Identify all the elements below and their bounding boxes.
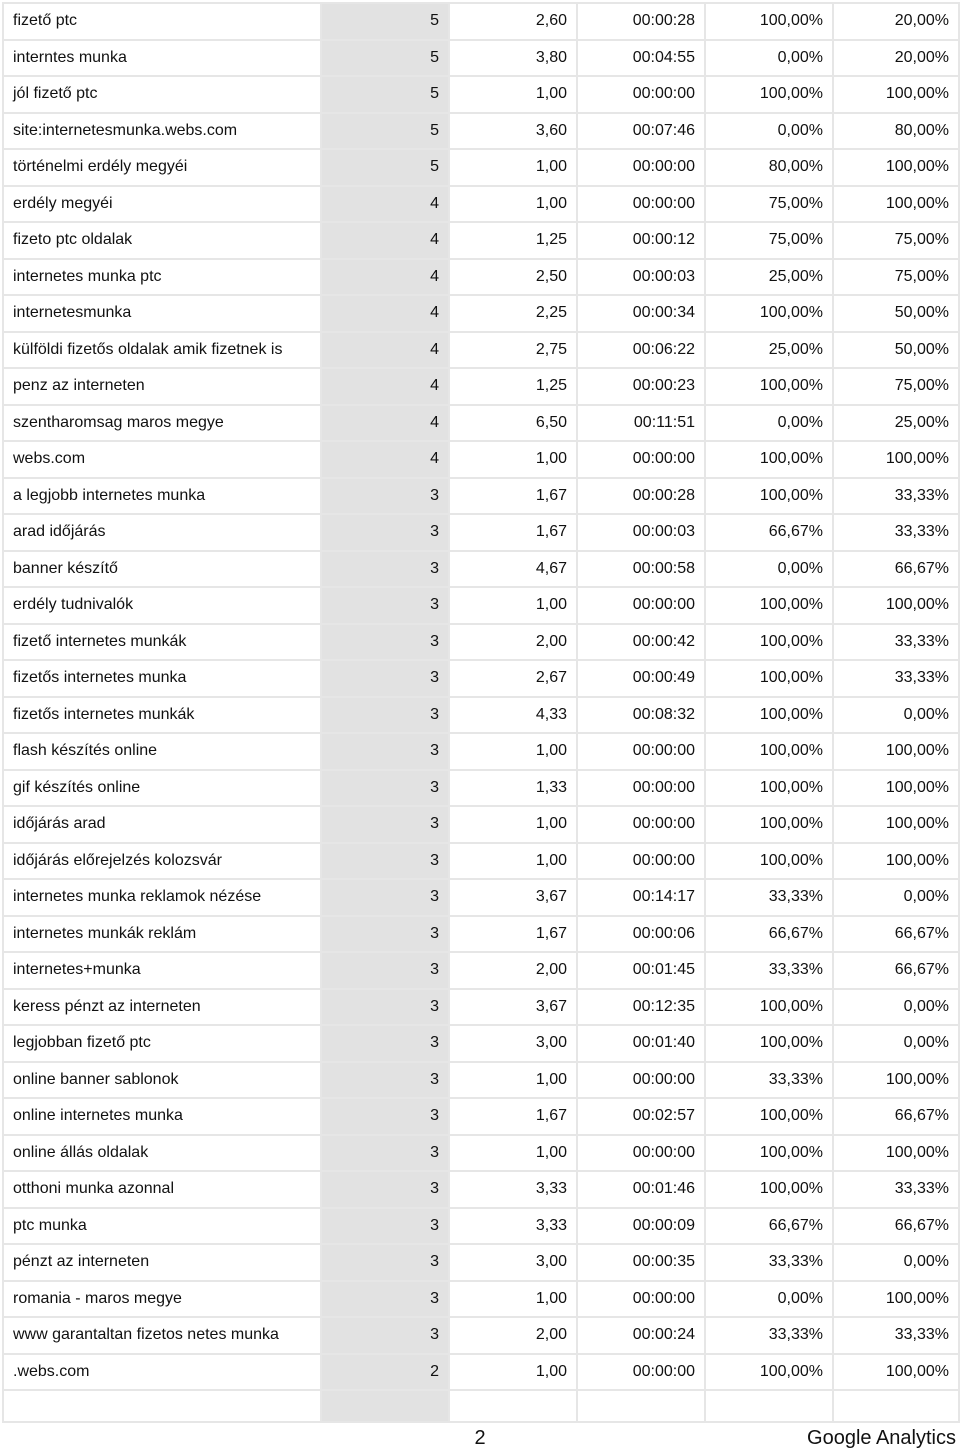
visits-cell: 3 bbox=[321, 1098, 449, 1135]
bounce-rate-cell: 33,33% bbox=[833, 1317, 959, 1354]
bounce-rate-cell: 100,00% bbox=[833, 843, 959, 880]
table-row bbox=[3, 368, 959, 405]
avg-time-cell: 00:00:12 bbox=[577, 222, 705, 259]
bounce-rate-cell: 50,00% bbox=[833, 332, 959, 369]
keyword-cell: erdély megyéi bbox=[3, 186, 321, 223]
bounce-rate-cell: 100,00% bbox=[833, 806, 959, 843]
page-number: 2 bbox=[474, 1427, 486, 1449]
table-row bbox=[3, 697, 959, 734]
avg-time-cell: 00:00:35 bbox=[577, 1244, 705, 1281]
bounce-rate-cell: 0,00% bbox=[833, 1025, 959, 1062]
table-row bbox=[3, 295, 959, 332]
visits-cell: 4 bbox=[321, 186, 449, 223]
avg-time-cell: 00:00:09 bbox=[577, 1208, 705, 1245]
pages-per-visit-cell: 1,00 bbox=[449, 733, 577, 770]
pages-per-visit-cell: 1,00 bbox=[449, 587, 577, 624]
new-visits-cell: 100,00% bbox=[705, 478, 833, 515]
bounce-rate-cell: 100,00% bbox=[833, 1062, 959, 1099]
keyword-table bbox=[2, 2, 960, 1423]
keyword-cell: időjárás előrejelzés kolozsvár bbox=[3, 843, 321, 880]
avg-time-cell: 00:00:34 bbox=[577, 295, 705, 332]
empty-cell bbox=[833, 1390, 959, 1422]
new-visits-cell: 100,00% bbox=[705, 1354, 833, 1391]
pages-per-visit-cell: 1,00 bbox=[449, 1281, 577, 1318]
table-row bbox=[3, 1208, 959, 1245]
avg-time-cell: 00:11:51 bbox=[577, 405, 705, 442]
table-row bbox=[3, 405, 959, 442]
bounce-rate-cell: 66,67% bbox=[833, 916, 959, 953]
visits-cell: 2 bbox=[321, 1354, 449, 1391]
avg-time-cell: 00:00:00 bbox=[577, 149, 705, 186]
visits-cell: 5 bbox=[321, 40, 449, 77]
visits-cell: 3 bbox=[321, 916, 449, 953]
bounce-rate-cell: 80,00% bbox=[833, 113, 959, 150]
visits-cell: 3 bbox=[321, 478, 449, 515]
bounce-rate-cell: 100,00% bbox=[833, 1135, 959, 1172]
bounce-rate-cell: 66,67% bbox=[833, 952, 959, 989]
keyword-cell: keress pénzt az interneten bbox=[3, 989, 321, 1026]
pages-per-visit-cell: 6,50 bbox=[449, 405, 577, 442]
avg-time-cell: 00:00:00 bbox=[577, 806, 705, 843]
table-row bbox=[3, 660, 959, 697]
table-row bbox=[3, 1317, 959, 1354]
visits-cell: 3 bbox=[321, 1244, 449, 1281]
keyword-cell: online állás oldalak bbox=[3, 1135, 321, 1172]
avg-time-cell: 00:00:24 bbox=[577, 1317, 705, 1354]
new-visits-cell: 100,00% bbox=[705, 1171, 833, 1208]
avg-time-cell: 00:00:00 bbox=[577, 1135, 705, 1172]
new-visits-cell: 33,33% bbox=[705, 952, 833, 989]
new-visits-cell: 100,00% bbox=[705, 843, 833, 880]
keyword-cell: fizetős internetes munka bbox=[3, 660, 321, 697]
bounce-rate-cell: 66,67% bbox=[833, 1208, 959, 1245]
keyword-table-body bbox=[3, 3, 959, 1422]
bounce-rate-cell: 75,00% bbox=[833, 259, 959, 296]
table-row bbox=[3, 222, 959, 259]
table-row bbox=[3, 478, 959, 515]
new-visits-cell: 33,33% bbox=[705, 879, 833, 916]
visits-cell: 3 bbox=[321, 1281, 449, 1318]
visits-cell: 4 bbox=[321, 295, 449, 332]
visits-cell: 3 bbox=[321, 624, 449, 661]
pages-per-visit-cell: 1,67 bbox=[449, 916, 577, 953]
visits-cell: 4 bbox=[321, 259, 449, 296]
new-visits-cell: 33,33% bbox=[705, 1062, 833, 1099]
bounce-rate-cell: 33,33% bbox=[833, 660, 959, 697]
bounce-rate-cell: 66,67% bbox=[833, 551, 959, 588]
avg-time-cell: 00:00:03 bbox=[577, 514, 705, 551]
avg-time-cell: 00:08:32 bbox=[577, 697, 705, 734]
keyword-cell: történelmi erdély megyéi bbox=[3, 149, 321, 186]
pages-per-visit-cell: 1,00 bbox=[449, 843, 577, 880]
avg-time-cell: 00:00:00 bbox=[577, 441, 705, 478]
pages-per-visit-cell: 4,67 bbox=[449, 551, 577, 588]
new-visits-cell: 80,00% bbox=[705, 149, 833, 186]
empty-cell bbox=[577, 1390, 705, 1422]
bounce-rate-cell: 0,00% bbox=[833, 989, 959, 1026]
table-row bbox=[3, 806, 959, 843]
avg-time-cell: 00:01:46 bbox=[577, 1171, 705, 1208]
bounce-rate-cell: 100,00% bbox=[833, 587, 959, 624]
table-row bbox=[3, 1025, 959, 1062]
bounce-rate-cell: 20,00% bbox=[833, 40, 959, 77]
keyword-cell: site:internetesmunka.webs.com bbox=[3, 113, 321, 150]
empty-cell bbox=[3, 1390, 321, 1422]
table-row bbox=[3, 1244, 959, 1281]
avg-time-cell: 00:00:06 bbox=[577, 916, 705, 953]
new-visits-cell: 100,00% bbox=[705, 733, 833, 770]
keyword-cell: szentharomsag maros megye bbox=[3, 405, 321, 442]
keyword-cell: időjárás arad bbox=[3, 806, 321, 843]
pages-per-visit-cell: 2,75 bbox=[449, 332, 577, 369]
keyword-cell: online internetes munka bbox=[3, 1098, 321, 1135]
new-visits-cell: 66,67% bbox=[705, 1208, 833, 1245]
visits-cell: 4 bbox=[321, 332, 449, 369]
bounce-rate-cell: 100,00% bbox=[833, 76, 959, 113]
new-visits-cell: 100,00% bbox=[705, 76, 833, 113]
table-row bbox=[3, 587, 959, 624]
visits-cell: 3 bbox=[321, 1171, 449, 1208]
avg-time-cell: 00:06:22 bbox=[577, 332, 705, 369]
visits-cell: 3 bbox=[321, 952, 449, 989]
pages-per-visit-cell: 1,00 bbox=[449, 149, 577, 186]
new-visits-cell: 100,00% bbox=[705, 989, 833, 1026]
bounce-rate-cell: 100,00% bbox=[833, 1354, 959, 1391]
new-visits-cell: 100,00% bbox=[705, 295, 833, 332]
table-row bbox=[3, 1098, 959, 1135]
visits-cell: 4 bbox=[321, 441, 449, 478]
keyword-cell: otthoni munka azonnal bbox=[3, 1171, 321, 1208]
pages-per-visit-cell: 1,00 bbox=[449, 1354, 577, 1391]
visits-cell: 3 bbox=[321, 1317, 449, 1354]
new-visits-cell: 100,00% bbox=[705, 368, 833, 405]
visits-cell: 3 bbox=[321, 1062, 449, 1099]
pages-per-visit-cell: 2,00 bbox=[449, 624, 577, 661]
visits-cell: 3 bbox=[321, 1208, 449, 1245]
keyword-cell: legjobban fizető ptc bbox=[3, 1025, 321, 1062]
pages-per-visit-cell: 1,25 bbox=[449, 222, 577, 259]
pages-per-visit-cell: 1,00 bbox=[449, 806, 577, 843]
new-visits-cell: 100,00% bbox=[705, 806, 833, 843]
avg-time-cell: 00:00:28 bbox=[577, 3, 705, 40]
pages-per-visit-cell: 2,00 bbox=[449, 952, 577, 989]
avg-time-cell: 00:00:00 bbox=[577, 186, 705, 223]
keyword-cell: internetes munka ptc bbox=[3, 259, 321, 296]
keyword-cell: gif készítés online bbox=[3, 770, 321, 807]
bounce-rate-cell: 0,00% bbox=[833, 1244, 959, 1281]
bounce-rate-cell: 100,00% bbox=[833, 770, 959, 807]
keyword-cell: internetes munka reklamok nézése bbox=[3, 879, 321, 916]
new-visits-cell: 0,00% bbox=[705, 40, 833, 77]
visits-cell: 3 bbox=[321, 514, 449, 551]
pages-per-visit-cell: 1,33 bbox=[449, 770, 577, 807]
new-visits-cell: 100,00% bbox=[705, 624, 833, 661]
new-visits-cell: 66,67% bbox=[705, 514, 833, 551]
avg-time-cell: 00:00:58 bbox=[577, 551, 705, 588]
new-visits-cell: 25,00% bbox=[705, 332, 833, 369]
new-visits-cell: 25,00% bbox=[705, 259, 833, 296]
table-row bbox=[3, 1135, 959, 1172]
empty-cell bbox=[321, 1390, 449, 1422]
keyword-cell: fizető ptc bbox=[3, 3, 321, 40]
keyword-cell: jól fizető ptc bbox=[3, 76, 321, 113]
pages-per-visit-cell: 4,33 bbox=[449, 697, 577, 734]
visits-cell: 4 bbox=[321, 368, 449, 405]
new-visits-cell: 0,00% bbox=[705, 1281, 833, 1318]
avg-time-cell: 00:00:00 bbox=[577, 587, 705, 624]
avg-time-cell: 00:00:00 bbox=[577, 770, 705, 807]
empty-cell bbox=[705, 1390, 833, 1422]
keyword-cell: penz az interneten bbox=[3, 368, 321, 405]
keyword-table-container bbox=[2, 2, 958, 1423]
bounce-rate-cell: 100,00% bbox=[833, 441, 959, 478]
keyword-cell: interntes munka bbox=[3, 40, 321, 77]
table-row bbox=[3, 843, 959, 880]
bounce-rate-cell: 0,00% bbox=[833, 697, 959, 734]
pages-per-visit-cell: 1,00 bbox=[449, 76, 577, 113]
avg-time-cell: 00:02:57 bbox=[577, 1098, 705, 1135]
visits-cell: 3 bbox=[321, 733, 449, 770]
visits-cell: 3 bbox=[321, 551, 449, 588]
keyword-cell: fizető internetes munkák bbox=[3, 624, 321, 661]
visits-cell: 3 bbox=[321, 697, 449, 734]
avg-time-cell: 00:00:00 bbox=[577, 843, 705, 880]
keyword-cell: fizeto ptc oldalak bbox=[3, 222, 321, 259]
pages-per-visit-cell: 3,67 bbox=[449, 879, 577, 916]
avg-time-cell: 00:14:17 bbox=[577, 879, 705, 916]
bounce-rate-cell: 33,33% bbox=[833, 478, 959, 515]
pages-per-visit-cell: 3,80 bbox=[449, 40, 577, 77]
avg-time-cell: 00:12:35 bbox=[577, 989, 705, 1026]
keyword-cell: a legjobb internetes munka bbox=[3, 478, 321, 515]
new-visits-cell: 100,00% bbox=[705, 441, 833, 478]
bounce-rate-cell: 75,00% bbox=[833, 222, 959, 259]
visits-cell: 5 bbox=[321, 113, 449, 150]
keyword-cell: pénzt az interneten bbox=[3, 1244, 321, 1281]
avg-time-cell: 00:07:46 bbox=[577, 113, 705, 150]
pages-per-visit-cell: 3,33 bbox=[449, 1208, 577, 1245]
new-visits-cell: 100,00% bbox=[705, 1135, 833, 1172]
empty-cell bbox=[449, 1390, 577, 1422]
avg-time-cell: 00:04:55 bbox=[577, 40, 705, 77]
new-visits-cell: 75,00% bbox=[705, 222, 833, 259]
table-row bbox=[3, 149, 959, 186]
visits-cell: 3 bbox=[321, 843, 449, 880]
table-row bbox=[3, 551, 959, 588]
pages-per-visit-cell: 1,67 bbox=[449, 514, 577, 551]
pages-per-visit-cell: 2,50 bbox=[449, 259, 577, 296]
bounce-rate-cell: 100,00% bbox=[833, 186, 959, 223]
avg-time-cell: 00:00:00 bbox=[577, 1062, 705, 1099]
keyword-cell: .webs.com bbox=[3, 1354, 321, 1391]
keyword-cell: internetes+munka bbox=[3, 952, 321, 989]
visits-cell: 5 bbox=[321, 76, 449, 113]
avg-time-cell: 00:00:00 bbox=[577, 1281, 705, 1318]
visits-cell: 4 bbox=[321, 222, 449, 259]
keyword-cell: fizetős internetes munkák bbox=[3, 697, 321, 734]
footer-brand: Google Analytics bbox=[807, 1427, 956, 1449]
keyword-cell: internetesmunka bbox=[3, 295, 321, 332]
pages-per-visit-cell: 2,25 bbox=[449, 295, 577, 332]
new-visits-cell: 100,00% bbox=[705, 1025, 833, 1062]
pages-per-visit-cell: 1,00 bbox=[449, 441, 577, 478]
bounce-rate-cell: 100,00% bbox=[833, 733, 959, 770]
keyword-cell: flash készítés online bbox=[3, 733, 321, 770]
pages-per-visit-cell: 2,00 bbox=[449, 1317, 577, 1354]
pages-per-visit-cell: 2,60 bbox=[449, 3, 577, 40]
table-row bbox=[3, 76, 959, 113]
keyword-cell: külföldi fizetős oldalak amik fizetnek is bbox=[3, 332, 321, 369]
table-row bbox=[3, 624, 959, 661]
table-row bbox=[3, 1171, 959, 1208]
keyword-cell: banner készítő bbox=[3, 551, 321, 588]
table-row bbox=[3, 989, 959, 1026]
pages-per-visit-cell: 1,25 bbox=[449, 368, 577, 405]
visits-cell: 3 bbox=[321, 1135, 449, 1172]
table-row bbox=[3, 3, 959, 40]
pages-per-visit-cell: 3,00 bbox=[449, 1244, 577, 1281]
new-visits-cell: 100,00% bbox=[705, 697, 833, 734]
table-row bbox=[3, 733, 959, 770]
keyword-cell: ptc munka bbox=[3, 1208, 321, 1245]
table-row bbox=[3, 514, 959, 551]
visits-cell: 3 bbox=[321, 770, 449, 807]
table-row bbox=[3, 441, 959, 478]
avg-time-cell: 00:01:40 bbox=[577, 1025, 705, 1062]
table-row bbox=[3, 1354, 959, 1391]
new-visits-cell: 100,00% bbox=[705, 587, 833, 624]
bounce-rate-cell: 66,67% bbox=[833, 1098, 959, 1135]
new-visits-cell: 100,00% bbox=[705, 770, 833, 807]
visits-cell: 4 bbox=[321, 405, 449, 442]
new-visits-cell: 100,00% bbox=[705, 660, 833, 697]
pages-per-visit-cell: 1,00 bbox=[449, 186, 577, 223]
new-visits-cell: 33,33% bbox=[705, 1317, 833, 1354]
visits-cell: 5 bbox=[321, 3, 449, 40]
pages-per-visit-cell: 3,33 bbox=[449, 1171, 577, 1208]
table-row bbox=[3, 259, 959, 296]
bounce-rate-cell: 0,00% bbox=[833, 879, 959, 916]
bounce-rate-cell: 25,00% bbox=[833, 405, 959, 442]
table-row bbox=[3, 879, 959, 916]
avg-time-cell: 00:01:45 bbox=[577, 952, 705, 989]
new-visits-cell: 0,00% bbox=[705, 551, 833, 588]
avg-time-cell: 00:00:28 bbox=[577, 478, 705, 515]
pages-per-visit-cell: 1,00 bbox=[449, 1135, 577, 1172]
new-visits-cell: 0,00% bbox=[705, 405, 833, 442]
new-visits-cell: 33,33% bbox=[705, 1244, 833, 1281]
table-row bbox=[3, 40, 959, 77]
bounce-rate-cell: 33,33% bbox=[833, 514, 959, 551]
bounce-rate-cell: 20,00% bbox=[833, 3, 959, 40]
keyword-cell: www garantaltan fizetos netes munka bbox=[3, 1317, 321, 1354]
table-row bbox=[3, 1062, 959, 1099]
avg-time-cell: 00:00:23 bbox=[577, 368, 705, 405]
visits-cell: 3 bbox=[321, 989, 449, 1026]
pages-per-visit-cell: 3,67 bbox=[449, 989, 577, 1026]
new-visits-cell: 66,67% bbox=[705, 916, 833, 953]
table-row bbox=[3, 770, 959, 807]
table-row-empty bbox=[3, 1390, 959, 1422]
new-visits-cell: 0,00% bbox=[705, 113, 833, 150]
new-visits-cell: 100,00% bbox=[705, 3, 833, 40]
avg-time-cell: 00:00:00 bbox=[577, 1354, 705, 1391]
keyword-cell: arad időjárás bbox=[3, 514, 321, 551]
table-row bbox=[3, 952, 959, 989]
keyword-cell: internetes munkák reklám bbox=[3, 916, 321, 953]
bounce-rate-cell: 50,00% bbox=[833, 295, 959, 332]
visits-cell: 5 bbox=[321, 149, 449, 186]
pages-per-visit-cell: 3,00 bbox=[449, 1025, 577, 1062]
visits-cell: 3 bbox=[321, 879, 449, 916]
bounce-rate-cell: 33,33% bbox=[833, 1171, 959, 1208]
avg-time-cell: 00:00:49 bbox=[577, 660, 705, 697]
pages-per-visit-cell: 1,67 bbox=[449, 478, 577, 515]
pages-per-visit-cell: 1,00 bbox=[449, 1062, 577, 1099]
table-row bbox=[3, 113, 959, 150]
keyword-cell: erdély tudnivalók bbox=[3, 587, 321, 624]
pages-per-visit-cell: 3,60 bbox=[449, 113, 577, 150]
table-row bbox=[3, 1281, 959, 1318]
visits-cell: 3 bbox=[321, 1025, 449, 1062]
keyword-cell: online banner sablonok bbox=[3, 1062, 321, 1099]
keyword-cell: romania - maros megye bbox=[3, 1281, 321, 1318]
new-visits-cell: 100,00% bbox=[705, 1098, 833, 1135]
new-visits-cell: 75,00% bbox=[705, 186, 833, 223]
visits-cell: 3 bbox=[321, 587, 449, 624]
avg-time-cell: 00:00:00 bbox=[577, 733, 705, 770]
visits-cell: 3 bbox=[321, 660, 449, 697]
bounce-rate-cell: 100,00% bbox=[833, 149, 959, 186]
avg-time-cell: 00:00:03 bbox=[577, 259, 705, 296]
table-row bbox=[3, 186, 959, 223]
keyword-cell: webs.com bbox=[3, 441, 321, 478]
avg-time-cell: 00:00:42 bbox=[577, 624, 705, 661]
avg-time-cell: 00:00:00 bbox=[577, 76, 705, 113]
pages-per-visit-cell: 1,67 bbox=[449, 1098, 577, 1135]
table-row bbox=[3, 916, 959, 953]
visits-cell: 3 bbox=[321, 806, 449, 843]
bounce-rate-cell: 75,00% bbox=[833, 368, 959, 405]
pages-per-visit-cell: 2,67 bbox=[449, 660, 577, 697]
bounce-rate-cell: 33,33% bbox=[833, 624, 959, 661]
bounce-rate-cell: 100,00% bbox=[833, 1281, 959, 1318]
table-row bbox=[3, 332, 959, 369]
